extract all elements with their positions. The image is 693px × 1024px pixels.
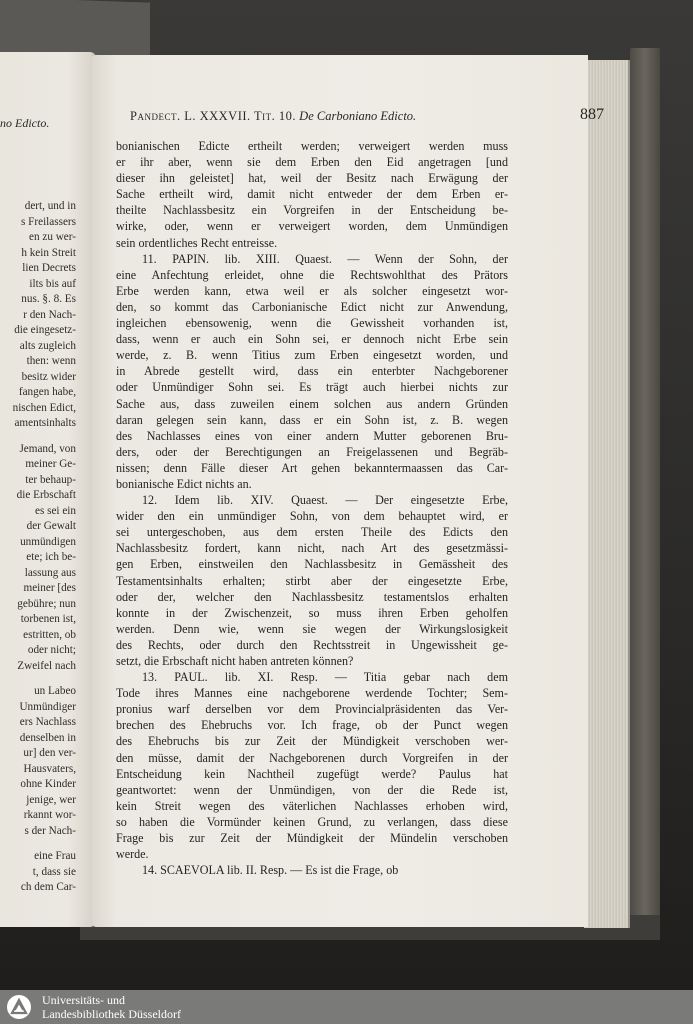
text-line: dert, und in bbox=[24, 200, 76, 212]
text-line: Testamentsinhalts erhalten; stirbt aber der eingesetzte Erbe, bbox=[116, 573, 508, 588]
text-line: oder nicht; bbox=[27, 644, 76, 656]
text-line: meiner Ge- bbox=[25, 458, 76, 470]
library-name-line1: Universitäts- und bbox=[42, 993, 125, 1007]
text-line: estritten, ob bbox=[23, 628, 76, 641]
page-number: 887 bbox=[580, 106, 604, 123]
text-line: ter behaup- bbox=[25, 473, 76, 486]
text-line: en zu wer- bbox=[29, 231, 76, 243]
header-book: Pandect. L. XXXVII. Tit. 10. bbox=[130, 109, 297, 123]
paragraph-gap bbox=[0, 674, 76, 684]
text-line: Nachlassbesitz fordert, kann nicht, nach Art des gesetzmässi- bbox=[116, 541, 508, 556]
text-line: ohne Kinder bbox=[20, 778, 76, 790]
right-page bbox=[92, 55, 604, 927]
text-line: 11. PAPIN. lib. XIII. Quaest. — Wenn der Sohn, der bbox=[142, 251, 508, 266]
text-line: ch dem Car- bbox=[20, 881, 76, 893]
text-line: ete; ich be- bbox=[26, 551, 76, 563]
text-line: ers Nachlass bbox=[19, 716, 76, 728]
page-body-text bbox=[116, 138, 508, 878]
text-line: jenige, wer bbox=[26, 793, 76, 806]
text-line: s Freilassers bbox=[21, 215, 76, 228]
text-line: so haben die Vormünder keinen Grund, zu verlangen, dass diese bbox=[116, 814, 508, 829]
text-line: amentsinhalts bbox=[14, 417, 76, 429]
text-line: setzt, die Erbschaft nicht haben antreten können? bbox=[116, 654, 354, 668]
text-line: ingleichen ebensowenig, wenn die Gewissheit vorhanden ist, bbox=[116, 316, 508, 331]
text-line: ilts bis auf bbox=[29, 277, 76, 290]
text-line: 12. Idem lib. XIV. Quaest. — Der eingesetzte Erbe, bbox=[142, 493, 508, 508]
text-line: des Rechts, oder durch den Rechtsstreit in Ungewissheit ge- bbox=[116, 637, 508, 652]
text-line: den müsse, damit der Nachgeborenen durch Vorgreifen in der bbox=[116, 750, 508, 765]
left-page-text bbox=[0, 199, 76, 896]
left-page-header: no Edicto. bbox=[0, 116, 50, 130]
text-line: h kein Streit bbox=[21, 246, 76, 259]
text-line: in Abrede gestellt wird, dass ein enterbter Nachgeborener bbox=[116, 364, 508, 379]
text-line: kein Streit wegen des väterlichen Nachlasses erhoben wird, bbox=[116, 798, 508, 813]
text-line: dieser ihn geleistet] hat, weil der Besitz nach Erwägung der bbox=[116, 171, 508, 186]
text-line: oder der, welcher den Nachlassbesitz testamentslos erhalten bbox=[116, 589, 508, 604]
text-line: Unmündiger bbox=[19, 700, 76, 713]
running-header bbox=[130, 106, 604, 124]
text-line: eine Frau bbox=[34, 850, 76, 862]
text-line: ur] den ver- bbox=[23, 747, 76, 759]
page-edges bbox=[584, 60, 630, 928]
text-line: Sache aus, dass zuweilen einem solchen aus andern Gründen bbox=[116, 396, 508, 411]
text-line: rkannt wor- bbox=[23, 809, 76, 821]
paragraph-gap bbox=[0, 432, 76, 442]
text-line: nissen; denn Fälle dieser Art gehen bekanntermaassen das Car- bbox=[116, 460, 508, 475]
text-line: Zweifel nach bbox=[17, 659, 76, 672]
book-cover-spine bbox=[630, 48, 660, 928]
text-line: then: wenn bbox=[26, 355, 76, 367]
text-line: alts zugleich bbox=[19, 339, 76, 352]
text-line: daran gelegen sein kann, dass er ein Sohn ist, z. B. wegen bbox=[116, 412, 508, 427]
text-line: wirke, oder, wenn er verweigert worden, dem Unmündigen bbox=[116, 219, 508, 234]
text-line: Jemand, von bbox=[19, 442, 76, 455]
text-line: dass, wenn er auch ein Sohn sei, er dennoch nicht Erbe sein bbox=[116, 332, 508, 347]
text-line: werde, z. B. wenn Titius zum Erben eingesetzt worden, und bbox=[116, 348, 508, 363]
text-line: konnte in der Zwischenzeit, so muss ihren Erben geholfen bbox=[116, 605, 508, 620]
text-line: wider den ein unmündiger Sohn, von dem behauptet wird, er bbox=[116, 509, 508, 524]
header-title: De Carboniano Edicto. bbox=[299, 109, 417, 123]
text-line: sein ordentliches Recht entreisse. bbox=[116, 235, 278, 250]
text-line: Tode ihres Mannes eine nachgeborene werdende Tochter; Sem- bbox=[116, 686, 508, 701]
text-line: gebühre; nun bbox=[17, 597, 76, 610]
ulb-logo-icon bbox=[6, 994, 32, 1020]
text-line: 14. SCAEVOLA lib. II. Resp. — Es ist die Frage, ob bbox=[142, 863, 399, 878]
text-line: nus. §. 8. Es bbox=[21, 293, 76, 305]
text-line: den, so kommt das Carbonianische Edict nicht zur Anwendung, bbox=[116, 299, 508, 314]
text-line: lien Decrets bbox=[22, 262, 76, 274]
library-footer bbox=[0, 990, 693, 1024]
text-line: pronius warf derselben vor dem Provincialpräsidenten das Ver- bbox=[116, 702, 508, 717]
text-line: t, dass sie bbox=[32, 865, 76, 878]
text-line: werde. bbox=[116, 847, 149, 862]
text-line: es sei ein bbox=[34, 504, 76, 517]
text-line: un Labeo bbox=[34, 685, 76, 697]
text-line: lassung aus bbox=[24, 566, 76, 579]
left-page bbox=[0, 52, 96, 927]
text-line: Erbe werden kann, etwa weil er als solcher eingesetzt wor- bbox=[116, 283, 508, 298]
text-line: geantwortet: wenn der Unmündigen, von der die Rede ist, bbox=[116, 782, 508, 797]
text-line: der Gewalt bbox=[26, 520, 76, 532]
text-line: meiner [des bbox=[23, 582, 76, 594]
text-line: die eingesetz- bbox=[14, 324, 76, 336]
text-line: 13. PAUL. lib. XI. Resp. — Titia gebar nach dem bbox=[142, 670, 508, 685]
text-line: theilte Nachlassbesitz ein Vorgreifen in der Entscheidung be- bbox=[116, 203, 508, 218]
text-line: die Erbschaft bbox=[16, 489, 76, 501]
paragraph-gap bbox=[0, 839, 76, 849]
text-line: Sache ertheilt wird, damit nicht entweder der dem Erben er- bbox=[116, 187, 508, 202]
text-line: Entscheidung kein Nachtheil zugefügt werde? Paulus hat bbox=[116, 766, 508, 781]
text-line: er ihr aber, wenn sie dem Erben den Eid angetragen [und bbox=[116, 155, 508, 170]
text-line: bonianische Edict nichts an. bbox=[116, 476, 252, 491]
text-line: bonianischen Edicte ertheilt werden; verweigert werden muss bbox=[116, 139, 508, 153]
text-line: unmündigen bbox=[20, 535, 76, 548]
text-line: Frage bis zur Zeit der Mündigkeit der Mündelin verschoben bbox=[116, 831, 508, 846]
text-line: werden. Denn wie, wenn sie wegen der Wirkungslosigkeit bbox=[116, 621, 508, 636]
text-line: ders, oder der Berechtigungen an Freigelassenen und Begräb- bbox=[116, 444, 508, 459]
text-line: besitz wider bbox=[21, 370, 76, 383]
text-line: oder Unmündiger Sohn sei. Es trägt auch hierbei nichts zur bbox=[116, 380, 508, 395]
library-name bbox=[42, 993, 181, 1021]
library-name-line2: Landesbibliothek Düsseldorf bbox=[42, 1007, 181, 1021]
text-line: torbenen ist, bbox=[20, 613, 76, 625]
text-line: Hausvaters, bbox=[23, 762, 76, 775]
text-line: fangen habe, bbox=[18, 386, 76, 398]
text-line: des Ehebruchs bis zur Zeit der Mündigkeit verschoben wer- bbox=[116, 734, 508, 749]
text-line: brechen des Ehebruchs vor. Ich frage, ob der Punct wegen bbox=[116, 718, 508, 733]
text-line: denselben in bbox=[19, 731, 76, 744]
text-line: sei untergeschoben, aus dem ersten Theile des Edicts den bbox=[116, 525, 508, 540]
text-line: des Nachlasses eines von einer andern Mutter geborenen Bru- bbox=[116, 428, 508, 443]
text-line: s der Nach- bbox=[24, 824, 76, 837]
text-line: eine Anfechtung erleidet, ohne die Rechtswohlthat des Prätors bbox=[116, 267, 508, 282]
text-line: r den Nach- bbox=[23, 308, 76, 321]
text-line: gen Erben, einstweilen den Nachlassbesitz in Gemässheit des bbox=[116, 557, 508, 572]
text-line: nischen Edict, bbox=[12, 401, 76, 414]
